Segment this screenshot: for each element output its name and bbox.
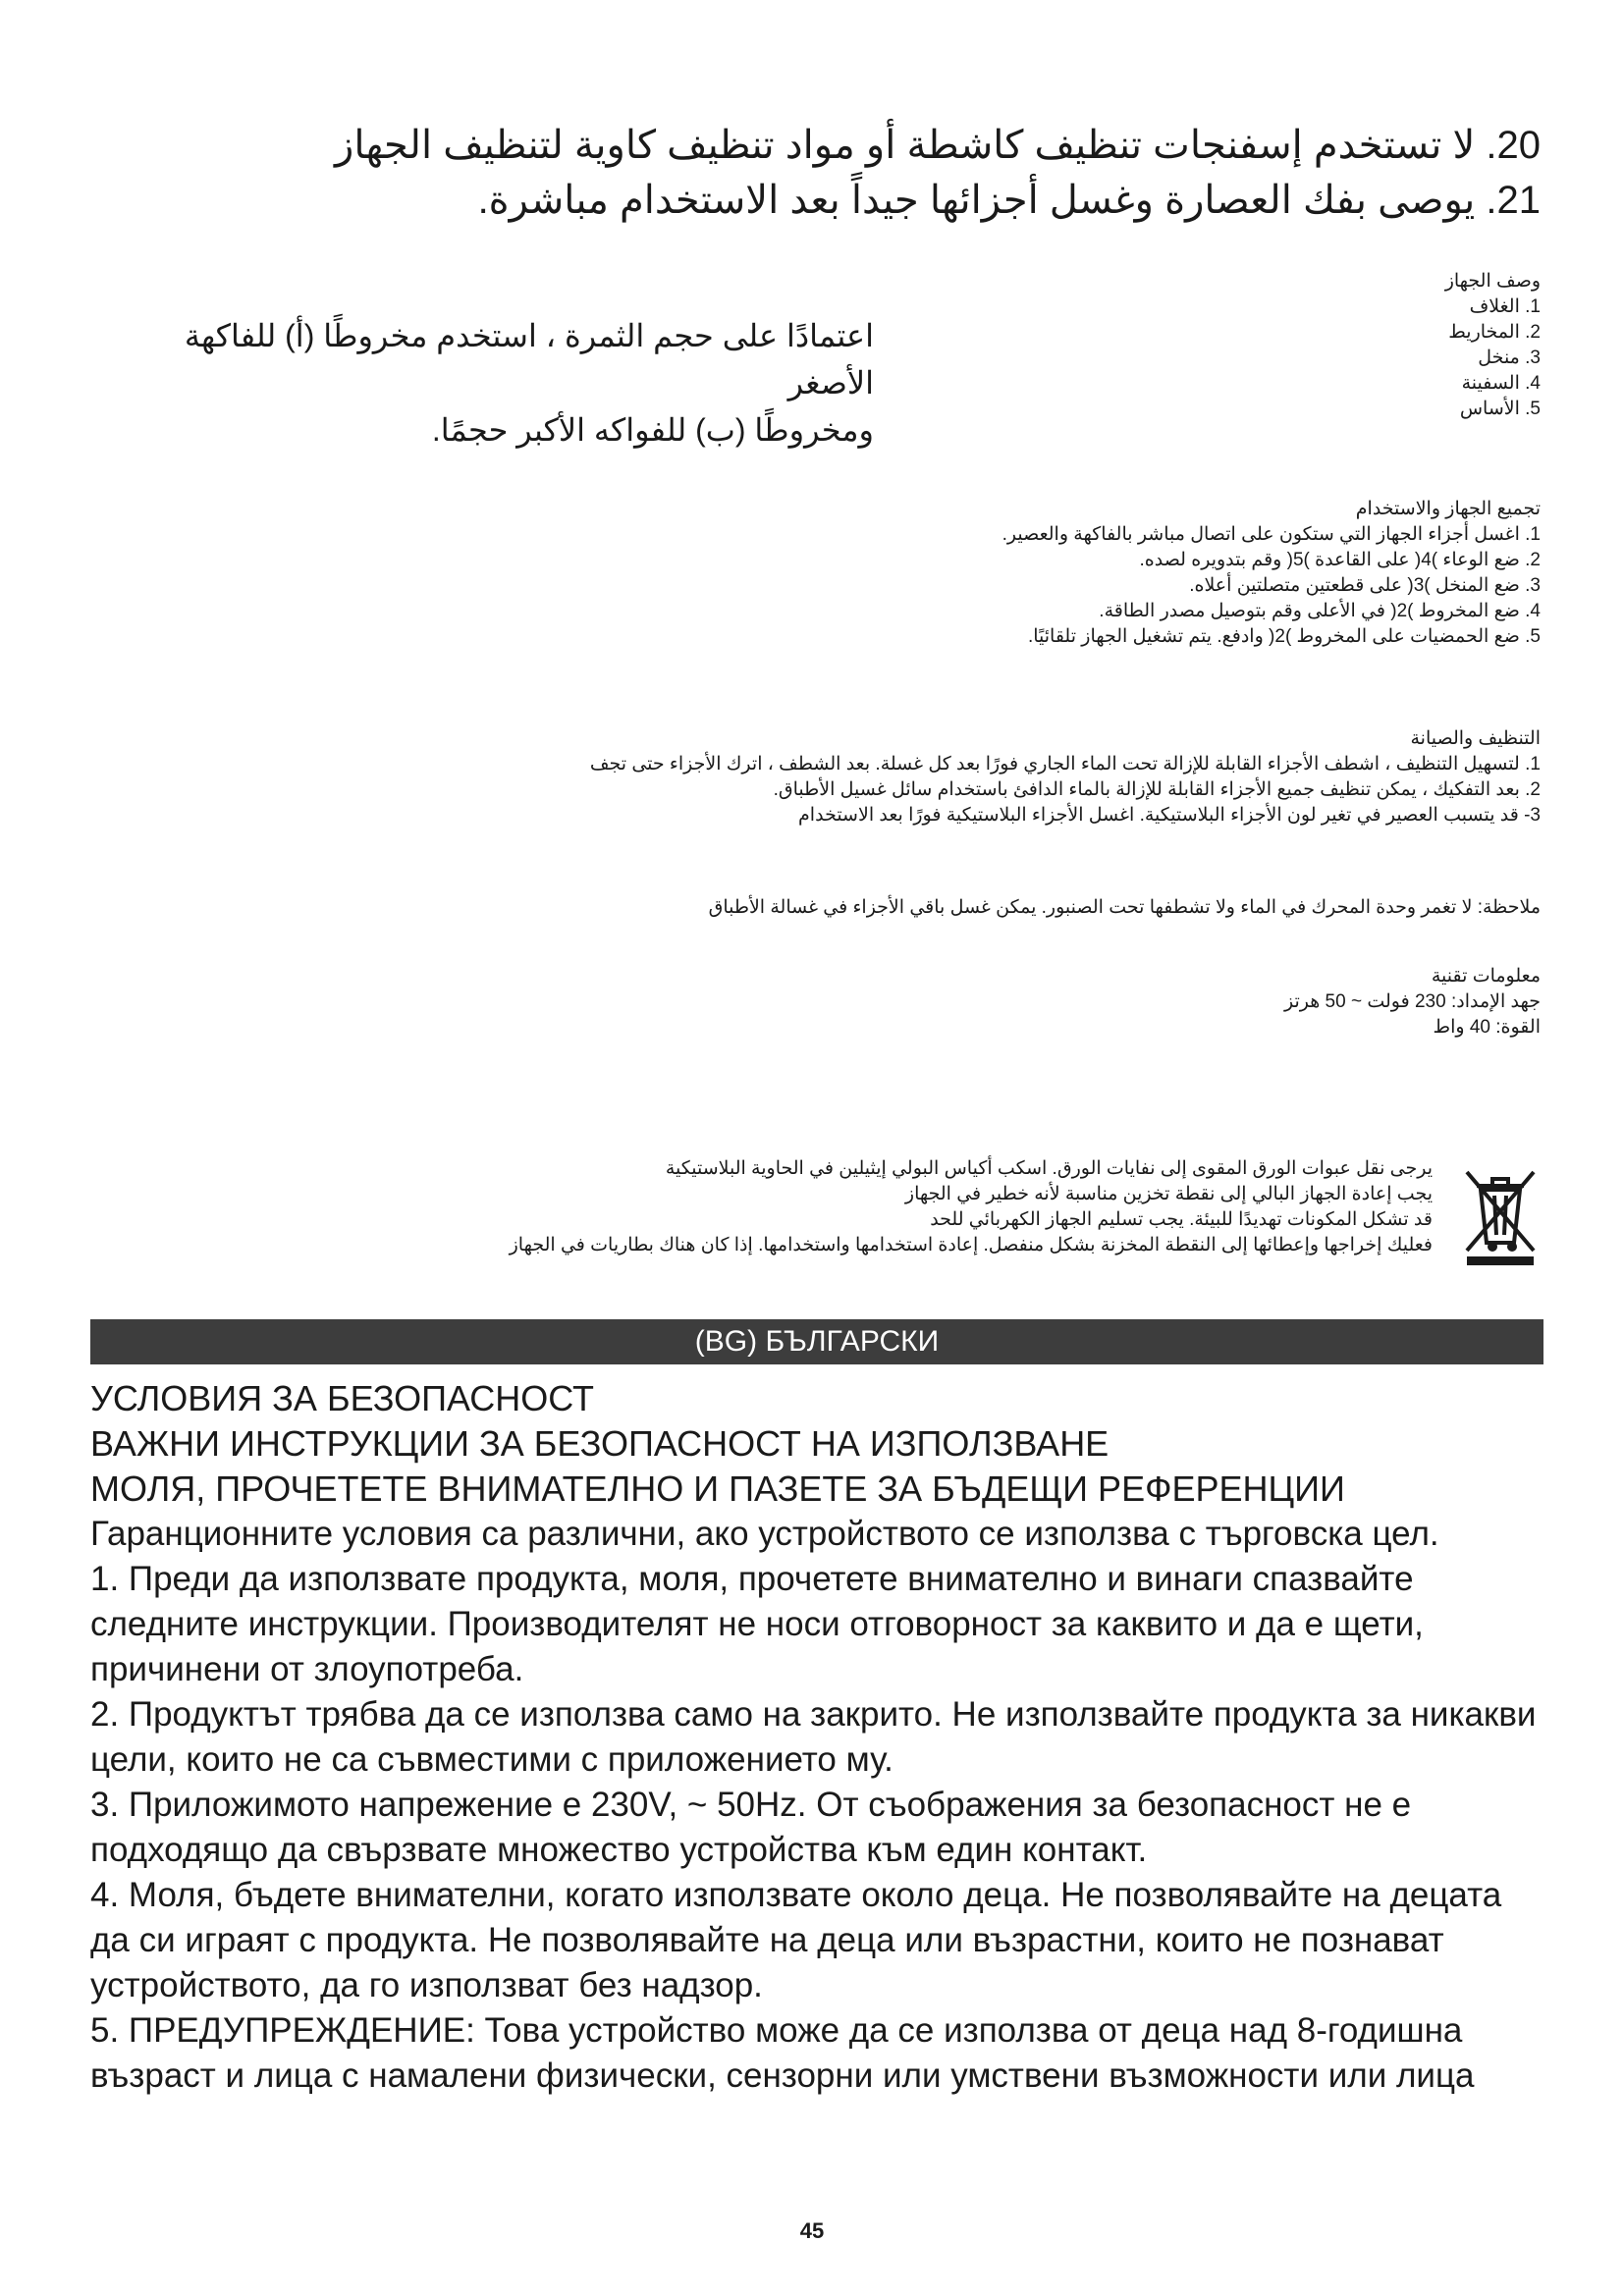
device-description-section: [1285, 269, 1541, 422]
weee-crossed-bin-icon: [1461, 1164, 1540, 1266]
disposal-line: قد تشكل المكونات تهديدًا للبيئة. يجب تسليم الجهاز الكهربائي للحد: [930, 1209, 1433, 1230]
list-item: 2. ضع الوعاء )4( على القاعدة )5( وقم بتدويره لصده.: [1139, 550, 1541, 570]
list-item: القوة: 40 واط: [1433, 1017, 1541, 1038]
cleaning-section: [68, 726, 1541, 828]
safety-item-4: 4. Моля, бъдете внимателни, когато използвате около деца. Не позволявайте на децата да си играят с продукта. Не позволявайте на деца или възрастни, които не познават устройството, да го използват без надзор.: [90, 1876, 1502, 2004]
technical-info-section: [1050, 964, 1541, 1041]
disposal-section: [265, 1156, 1541, 1258]
dishwasher-note: [117, 895, 1541, 921]
list-item: 5. الأساس: [1459, 399, 1541, 419]
section-title: التنظيف والصيانة: [1410, 728, 1541, 749]
safety-item-3: 3. Приложимото напрежение е 230V, ~ 50Hz. От съображения за безопасност не е подходящо да свързвате множество устройства към един контакт.: [90, 1786, 1412, 1869]
instruction-21: 21. يوصى بفك العصارة وغسل أجزائها جيداً بعد الاستخدام مباشرة.: [477, 179, 1541, 222]
list-item: 4. ضع المخروط )2( في الأعلى وقم بتوصيل مصدر الطاقة.: [1099, 601, 1541, 621]
list-item: 3. منخل: [1478, 347, 1541, 368]
list-item: 1. اغسل أجزاء الجهاز التي ستكون على اتصال مباشر بالفاكهة والعصير.: [1001, 524, 1541, 545]
safety-item-1: 1. Преди да използвате продукта, моля, прочетете внимателно и винаги спазвайте следните инструкции. Производителят не носи отговорност за каквито и да е щети, причинени от злоупотреба.: [90, 1560, 1424, 1688]
assembly-section: [559, 497, 1541, 650]
note-text: ملاحظة: لا تغمر وحدة المحرك في الماء ولا تشطفها تحت الصنبور. يمكن غسل باقي الأجزاء في غسالة الأطباق: [708, 897, 1541, 918]
list-item: 4. السفينة: [1461, 373, 1541, 394]
list-item: 2. بعد التفكيك ، يمكن تنظيف جميع الأجزاء القابلة للإزالة بالماء الدافئ باستخدام سائل غسيل الأطباق.: [773, 779, 1541, 800]
disposal-line: يجب إعادة الجهاز البالي إلى نقطة تخزين مناسبة لأنه خطير في الجهاز: [904, 1184, 1433, 1204]
list-item: 1. الغلاف: [1469, 296, 1541, 317]
list-item: 5. ضع الحمضيات على المخروط )2( وادفع. يتم تشغيل الجهاز تلقائيًا.: [1027, 626, 1541, 647]
cone-size-note: [128, 312, 874, 454]
heading-read-carefully: МОЛЯ, ПРОЧЕТЕТЕ ВНИМАТЕЛНО И ПАЗЕТЕ ЗА БЪДЕЩИ РЕФЕРЕНЦИИ: [90, 1468, 1345, 1509]
section-title: معلومات تقنية: [1431, 966, 1541, 987]
language-banner-bg: (BG) БЪЛГАРСКИ: [90, 1319, 1543, 1364]
warranty-intro: Гаранционните условия са различни, ако устройството се използва с търговска цел.: [90, 1515, 1439, 1553]
cone-note-line-1: اعتمادًا على حجم الثمرة ، استخدم مخروطًا (أ) للفاكهة الأصغر: [184, 318, 874, 400]
cone-note-line-2: ومخروطًا (ب) للفواكه الأكبر حجمًا.: [431, 412, 874, 448]
list-item: 3- قد يتسبب العصير في تغير لون الأجزاء البلاستيكية. اغسل الأجزاء البلاستيكية فورًا بعد الاستخدام: [798, 805, 1541, 826]
page-number: 45: [799, 2218, 825, 2243]
instruction-20: 20. لا تستخدم إسفنجات تنظيف كاشطة أو مواد تنظيف كاوية لتنظيف الجهاز: [335, 124, 1541, 167]
disposal-line: فعليك إخراجها وإعطائها إلى النقطة المخزنة بشكل منفصل. إعادة استخدامها واستخدامها. إذا كان هناك بطاريات في الجهاز: [509, 1235, 1433, 1255]
list-item: 1. لتسهيل التنظيف ، اشطف الأجزاء القابلة للإزالة تحت الماء الجاري فورًا بعد كل غسلة. بعد الشطف ، اترك الأجزاء حتى تجف: [589, 754, 1541, 774]
heading-important-instructions: ВАЖНИ ИНСТРУКЦИИ ЗА БЕЗОПАСНОСТ НА ИЗПОЛЗВАНЕ: [90, 1423, 1110, 1464]
section-title: تجميع الجهاز والاستخدام: [1355, 499, 1541, 519]
list-item: جهد الإمداد: 230 فولت ~ 50 هرتز: [1283, 991, 1541, 1012]
disposal-line: يرجى نقل عبوات الورق المقوى إلى نفايات الورق. اسكب أكياس البولي إيثيلين في الحاوية البلاستيكية: [665, 1158, 1433, 1179]
safety-item-2: 2. Продуктът трябва да се използва само на закрито. Не използвайте продукта за никакви цели, които не са съвместими с приложението му.: [90, 1695, 1537, 1779]
section-title: وصف الجهاز: [1444, 271, 1541, 292]
safety-item-5: 5. ПРЕДУПРЕЖДЕНИЕ: Това устройство може да се използва от деца над 8-годишна възраст и лица с намалени физически, сензорни или умствени възможности или лица: [90, 2011, 1475, 2095]
list-item: 2. المخاريط: [1448, 322, 1541, 343]
list-item: 3. ضع المنخل )3( على قطعتين متصلتين أعلاه.: [1189, 575, 1541, 596]
bulgarian-safety-section: [90, 1376, 1543, 2099]
heading-safety-conditions: УСЛОВИЯ ЗА БЕЗОПАСНОСТ: [90, 1378, 595, 1418]
arabic-top-instructions: [335, 118, 1541, 228]
